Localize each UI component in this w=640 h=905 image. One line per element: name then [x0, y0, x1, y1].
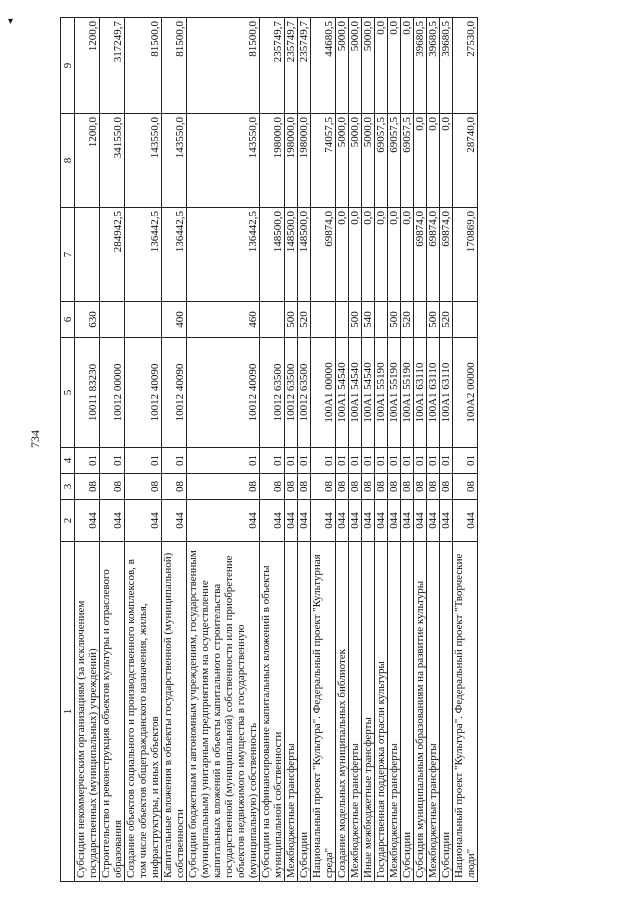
- expense-type-code: 630: [75, 302, 100, 338]
- row-name: Субсидии: [298, 542, 311, 882]
- amount-col-9: 81500,0: [162, 18, 187, 114]
- amount-col-8: 0,0: [414, 114, 427, 208]
- row-name: Создание объектов социального и производственного комплексов, в том числе объектов общегражданского назначения, жилья, инфраструктуры, и иных объектов: [125, 542, 162, 882]
- target-item-code: 100A1 55190: [388, 338, 401, 448]
- section-code: 08: [125, 474, 162, 500]
- ministry-code: 044: [427, 500, 440, 542]
- target-item-code: 10012 40090: [162, 338, 187, 448]
- subsection-code: 01: [388, 448, 401, 474]
- page-number: 734: [28, 430, 42, 448]
- column-header: 2: [61, 500, 75, 542]
- ministry-code: 044: [298, 500, 311, 542]
- ministry-code: 044: [162, 500, 187, 542]
- amount-col-9: 235749,7: [298, 18, 311, 114]
- ministry-code: 044: [440, 500, 453, 542]
- expense-type-code: 500: [349, 302, 362, 338]
- amount-col-8: 5000,0: [362, 114, 375, 208]
- subsection-code: 01: [260, 448, 285, 474]
- amount-col-8: 198000,0: [260, 114, 285, 208]
- table-row: [125, 18, 162, 882]
- amount-col-8: 143550,0: [125, 114, 162, 208]
- table-row: [75, 18, 100, 882]
- amount-col-7: 0,0: [401, 208, 414, 302]
- amount-col-9: 39680,5: [440, 18, 453, 114]
- budget-table: [60, 17, 478, 882]
- section-code: 08: [427, 474, 440, 500]
- section-code: 08: [362, 474, 375, 500]
- target-item-code: 10012 63500: [298, 338, 311, 448]
- subsection-code: 01: [311, 448, 336, 474]
- target-item-code: 100A1 00000: [311, 338, 336, 448]
- section-code: 08: [75, 474, 100, 500]
- column-header: 1: [61, 542, 75, 882]
- subsection-code: 01: [125, 448, 162, 474]
- subsection-code: 01: [298, 448, 311, 474]
- table-row: [100, 18, 125, 882]
- ministry-code: 044: [100, 500, 125, 542]
- table-row: [162, 18, 187, 882]
- subsection-code: 01: [427, 448, 440, 474]
- ministry-code: 044: [388, 500, 401, 542]
- target-item-code: 100A1 55190: [375, 338, 388, 448]
- subsection-code: 01: [349, 448, 362, 474]
- expense-type-code: 460: [187, 302, 260, 338]
- amount-col-9: 39680,5: [414, 18, 427, 114]
- ministry-code: 044: [414, 500, 427, 542]
- expense-type-code: [125, 302, 162, 338]
- ministry-code: 044: [285, 500, 298, 542]
- amount-col-9: 235749,7: [285, 18, 298, 114]
- section-code: 08: [260, 474, 285, 500]
- target-item-code: 100A1 54540: [349, 338, 362, 448]
- section-code: 08: [440, 474, 453, 500]
- section-code: 08: [453, 474, 478, 500]
- column-header: 3: [61, 474, 75, 500]
- subsection-code: 01: [362, 448, 375, 474]
- amount-col-7: 148500,0: [260, 208, 285, 302]
- target-item-code: 100A1 63110: [440, 338, 453, 448]
- expense-type-code: [311, 302, 336, 338]
- amount-col-7: 69874,0: [311, 208, 336, 302]
- row-name: Строительство и реконструкция объектов культуры и отраслевого образования: [100, 542, 125, 882]
- section-code: 08: [285, 474, 298, 500]
- amount-col-8: 5000,0: [336, 114, 349, 208]
- subsection-code: 01: [162, 448, 187, 474]
- target-item-code: 100A1 54540: [362, 338, 375, 448]
- section-code: 08: [349, 474, 362, 500]
- ministry-code: 044: [187, 500, 260, 542]
- subsection-code: 01: [375, 448, 388, 474]
- subsection-code: 01: [453, 448, 478, 474]
- amount-col-9: 0,0: [375, 18, 388, 114]
- amount-col-9: 81500,0: [187, 18, 260, 114]
- expense-type-code: [414, 302, 427, 338]
- subsection-code: 01: [336, 448, 349, 474]
- expense-type-code: [100, 302, 125, 338]
- amount-col-8: 1200,0: [75, 114, 100, 208]
- amount-col-8: 198000,0: [285, 114, 298, 208]
- row-name: Субсидии: [401, 542, 414, 882]
- subsection-code: 01: [285, 448, 298, 474]
- amount-col-8: 69057,5: [401, 114, 414, 208]
- ministry-code: 044: [349, 500, 362, 542]
- amount-col-7: 170869,0: [453, 208, 478, 302]
- margin-mark: ▾: [8, 16, 14, 27]
- row-name: Субсидии: [440, 542, 453, 882]
- row-name: Межбюджетные трансферты: [349, 542, 362, 882]
- amount-col-9: 27530,0: [453, 18, 478, 114]
- section-code: 08: [298, 474, 311, 500]
- table-row: [311, 18, 336, 882]
- ministry-code: 044: [375, 500, 388, 542]
- ministry-code: 044: [401, 500, 414, 542]
- row-name: Создание модельных муниципальных библиотек: [336, 542, 349, 882]
- subsection-code: 01: [100, 448, 125, 474]
- column-header: 4: [61, 448, 75, 474]
- row-name: Капитальные вложения в объекты государственной (муниципальной) собственности: [162, 542, 187, 882]
- target-item-code: 10012 40090: [125, 338, 162, 448]
- section-code: 08: [414, 474, 427, 500]
- table-row: [349, 18, 362, 882]
- amount-col-9: 39680,5: [427, 18, 440, 114]
- row-name: Национальный проект "Культура". Федеральный проект "Творческие люди": [453, 542, 478, 882]
- amount-col-9: 0,0: [388, 18, 401, 114]
- amount-col-8: 143550,0: [187, 114, 260, 208]
- amount-col-7: 0,0: [336, 208, 349, 302]
- ministry-code: 044: [125, 500, 162, 542]
- expense-type-code: [375, 302, 388, 338]
- amount-col-7: 284942,5: [100, 208, 125, 302]
- amount-col-9: 1200,0: [75, 18, 100, 114]
- amount-col-8: 143550,0: [162, 114, 187, 208]
- amount-col-7: 136442,5: [125, 208, 162, 302]
- amount-col-7: 0,0: [375, 208, 388, 302]
- expense-type-code: 500: [427, 302, 440, 338]
- subsection-code: 01: [401, 448, 414, 474]
- expense-type-code: 520: [401, 302, 414, 338]
- amount-col-9: 44680,5: [311, 18, 336, 114]
- amount-col-7: 0,0: [349, 208, 362, 302]
- amount-col-8: 5000,0: [349, 114, 362, 208]
- ministry-code: 044: [336, 500, 349, 542]
- table-row: [401, 18, 414, 882]
- amount-col-7: 69874,0: [414, 208, 427, 302]
- table-row: [285, 18, 298, 882]
- target-item-code: 10012 63500: [285, 338, 298, 448]
- amount-col-7: 0,0: [362, 208, 375, 302]
- amount-col-8: 341550,0: [100, 114, 125, 208]
- row-name: Национальный проект "Культура". Федеральный проект "Культурная среда": [311, 542, 336, 882]
- expense-type-code: 520: [298, 302, 311, 338]
- section-code: 08: [311, 474, 336, 500]
- target-item-code: 10012 63500: [260, 338, 285, 448]
- table-row: [388, 18, 401, 882]
- section-code: 08: [388, 474, 401, 500]
- column-header: 7: [61, 208, 75, 302]
- target-item-code: 10011 83230: [75, 338, 100, 448]
- table-row: [427, 18, 440, 882]
- amount-col-7: 69874,0: [427, 208, 440, 302]
- row-name: Субсидии бюджетным и автономным учреждениям, государственным (муниципальным) унитарным предприятиям на осуществление капитальных вложений в объекты капитального строительства государственной (муниципальной) собственности или приобретение объектов недвижимого имущества в государственную (муниципальную) собственность: [187, 542, 260, 882]
- amount-col-9: 317249,7: [100, 18, 125, 114]
- section-code: 08: [375, 474, 388, 500]
- table-row: [298, 18, 311, 882]
- expense-type-code: [453, 302, 478, 338]
- amount-col-7: [75, 208, 100, 302]
- expense-type-code: 520: [440, 302, 453, 338]
- row-name: Субсидии на софинансирование капитальных вложений в объекты муниципальной собственности: [260, 542, 285, 882]
- expense-type-code: [260, 302, 285, 338]
- amount-col-9: 235749,7: [260, 18, 285, 114]
- column-header: 5: [61, 338, 75, 448]
- subsection-code: 01: [440, 448, 453, 474]
- amount-col-7: 136442,5: [162, 208, 187, 302]
- row-name: Субсидии некоммерческим организациям (за исключением государственных (муниципальных) учреждений): [75, 542, 100, 882]
- section-code: 08: [336, 474, 349, 500]
- target-item-code: 100A1 63110: [414, 338, 427, 448]
- target-item-code: 100A1 55190: [401, 338, 414, 448]
- row-name: Межбюджетные трансферты: [285, 542, 298, 882]
- subsection-code: 01: [75, 448, 100, 474]
- amount-col-9: 5000,0: [349, 18, 362, 114]
- amount-col-8: 74057,5: [311, 114, 336, 208]
- row-name: Межбюджетные трансферты: [427, 542, 440, 882]
- table-row: [440, 18, 453, 882]
- ministry-code: 044: [311, 500, 336, 542]
- column-header: 9: [61, 18, 75, 114]
- amount-col-8: 0,0: [440, 114, 453, 208]
- amount-col-9: 5000,0: [362, 18, 375, 114]
- section-code: 08: [187, 474, 260, 500]
- amount-col-7: 136442,5: [187, 208, 260, 302]
- ministry-code: 044: [75, 500, 100, 542]
- target-item-code: 100A2 00000: [453, 338, 478, 448]
- table-row: [336, 18, 349, 882]
- table-body: [75, 18, 478, 882]
- column-header: 8: [61, 114, 75, 208]
- amount-col-7: 148500,0: [285, 208, 298, 302]
- amount-col-8: 28740,0: [453, 114, 478, 208]
- amount-col-7: 0,0: [388, 208, 401, 302]
- target-item-code: 100A1 54540: [336, 338, 349, 448]
- table-row: [260, 18, 285, 882]
- amount-col-9: 5000,0: [336, 18, 349, 114]
- amount-col-8: 69057,5: [388, 114, 401, 208]
- row-name: Иные межбюджетные трансферты: [362, 542, 375, 882]
- table-row: [414, 18, 427, 882]
- table-row: [187, 18, 260, 882]
- row-name: Государственная поддержка отрасли культуры: [375, 542, 388, 882]
- expense-type-code: 400: [162, 302, 187, 338]
- table-row: [362, 18, 375, 882]
- section-code: 08: [401, 474, 414, 500]
- expense-type-code: 500: [388, 302, 401, 338]
- amount-col-8: 69057,5: [375, 114, 388, 208]
- section-code: 08: [100, 474, 125, 500]
- amount-col-7: 148500,0: [298, 208, 311, 302]
- section-code: 08: [162, 474, 187, 500]
- expense-type-code: 500: [285, 302, 298, 338]
- ministry-code: 044: [453, 500, 478, 542]
- row-name: Субсидия муниципальным образованиям на развитие культуры: [414, 542, 427, 882]
- ministry-code: 044: [260, 500, 285, 542]
- table-row: [375, 18, 388, 882]
- header-row: [61, 18, 75, 882]
- target-item-code: 10012 40090: [187, 338, 260, 448]
- amount-col-8: 198000,0: [298, 114, 311, 208]
- amount-col-9: 81500,0: [125, 18, 162, 114]
- target-item-code: 10012 00000: [100, 338, 125, 448]
- subsection-code: 01: [414, 448, 427, 474]
- ministry-code: 044: [362, 500, 375, 542]
- amount-col-9: 0,0: [401, 18, 414, 114]
- column-header: 6: [61, 302, 75, 338]
- row-name: Межбюджетные трансферты: [388, 542, 401, 882]
- expense-type-code: [336, 302, 349, 338]
- table-row: [453, 18, 478, 882]
- budget-table-page: [60, 18, 478, 882]
- subsection-code: 01: [187, 448, 260, 474]
- amount-col-7: 69874,0: [440, 208, 453, 302]
- amount-col-8: 0,0: [427, 114, 440, 208]
- expense-type-code: 540: [362, 302, 375, 338]
- target-item-code: 100A1 63110: [427, 338, 440, 448]
